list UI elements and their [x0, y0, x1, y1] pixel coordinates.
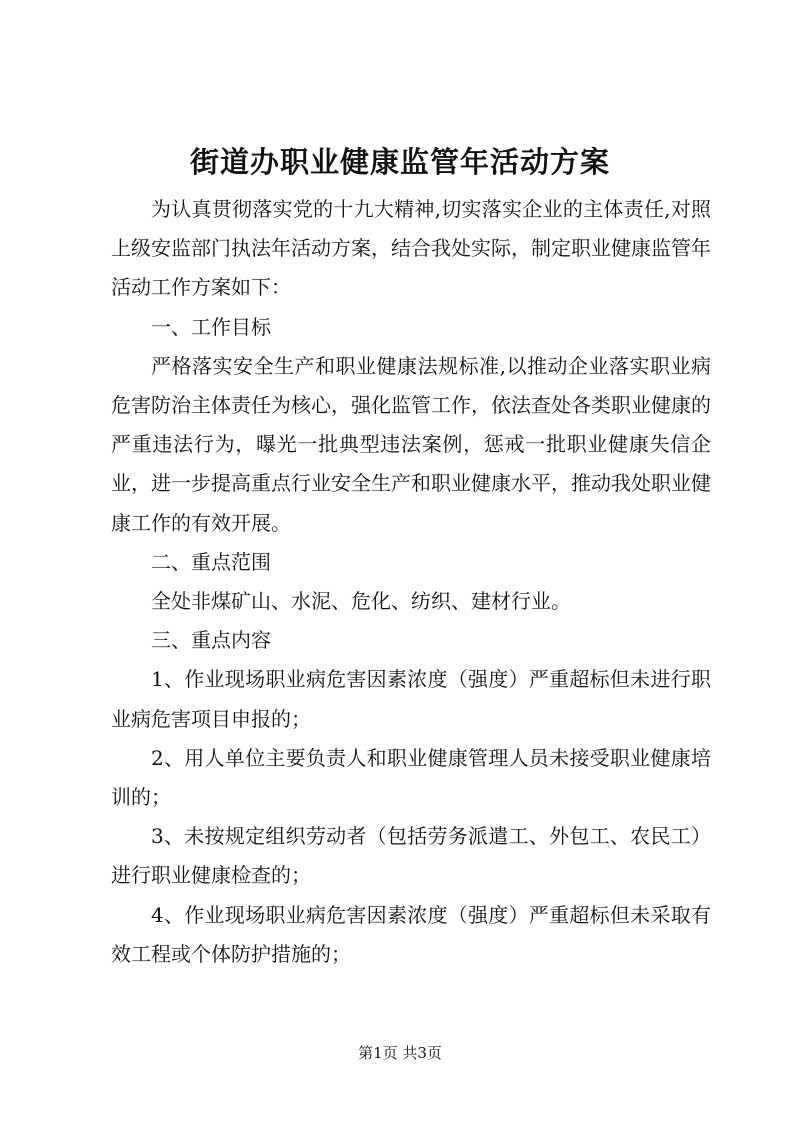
- document-body: [111, 190, 711, 974]
- heading-work-goals: 一、工作目标: [151, 314, 271, 339]
- paragraph-key-scope: 全处非煤矿山、水泥、危化、纺织、建材行业。: [151, 589, 571, 614]
- list-item-content-2: 2、用人单位主要负责人和职业健康管理人员未接受职业健康培训的；: [111, 745, 711, 810]
- heading-key-scope: 二、重点范围: [151, 549, 271, 574]
- document-title: 街道办职业健康监管年活动方案: [189, 145, 610, 179]
- page-number-footer: 第1页 共3页: [358, 1044, 442, 1062]
- list-item-content-4: 4、作业现场职业病危害因素浓度（强度）严重超标但未采取有效工程或个体防护措施的；: [111, 902, 711, 966]
- paragraph-work-goals: 严格落实安全生产和职业健康法规标准,以推动企业落实职业病危害防治主体责任为核心，强化监管工作，依法查处各类职业健康的严重违法行为，曝光一批典型违法案例，惩戒一批职业健康失信企业，进一步提高重点行业安全生产和职业健康水平，推动我处职业健康工作的有效开展。: [111, 353, 711, 535]
- list-item-content-1: 1、作业现场职业病危害因素浓度（强度）严重超标但未进行职业病危害项目申报的；: [111, 667, 711, 731]
- heading-key-content: 三、重点内容: [151, 628, 271, 653]
- paragraph-intro: 为认真贯彻落实党的十九大精神,切实落实企业的主体责任,对照上级安监部门执法年活动方案，结合我处实际，制定职业健康监管年活动工作方案如下：: [111, 197, 711, 300]
- list-item-content-3: 3、未按规定组织劳动者（包括劳务派遣工、外包工、农民工）进行职业健康检查的；: [111, 824, 711, 888]
